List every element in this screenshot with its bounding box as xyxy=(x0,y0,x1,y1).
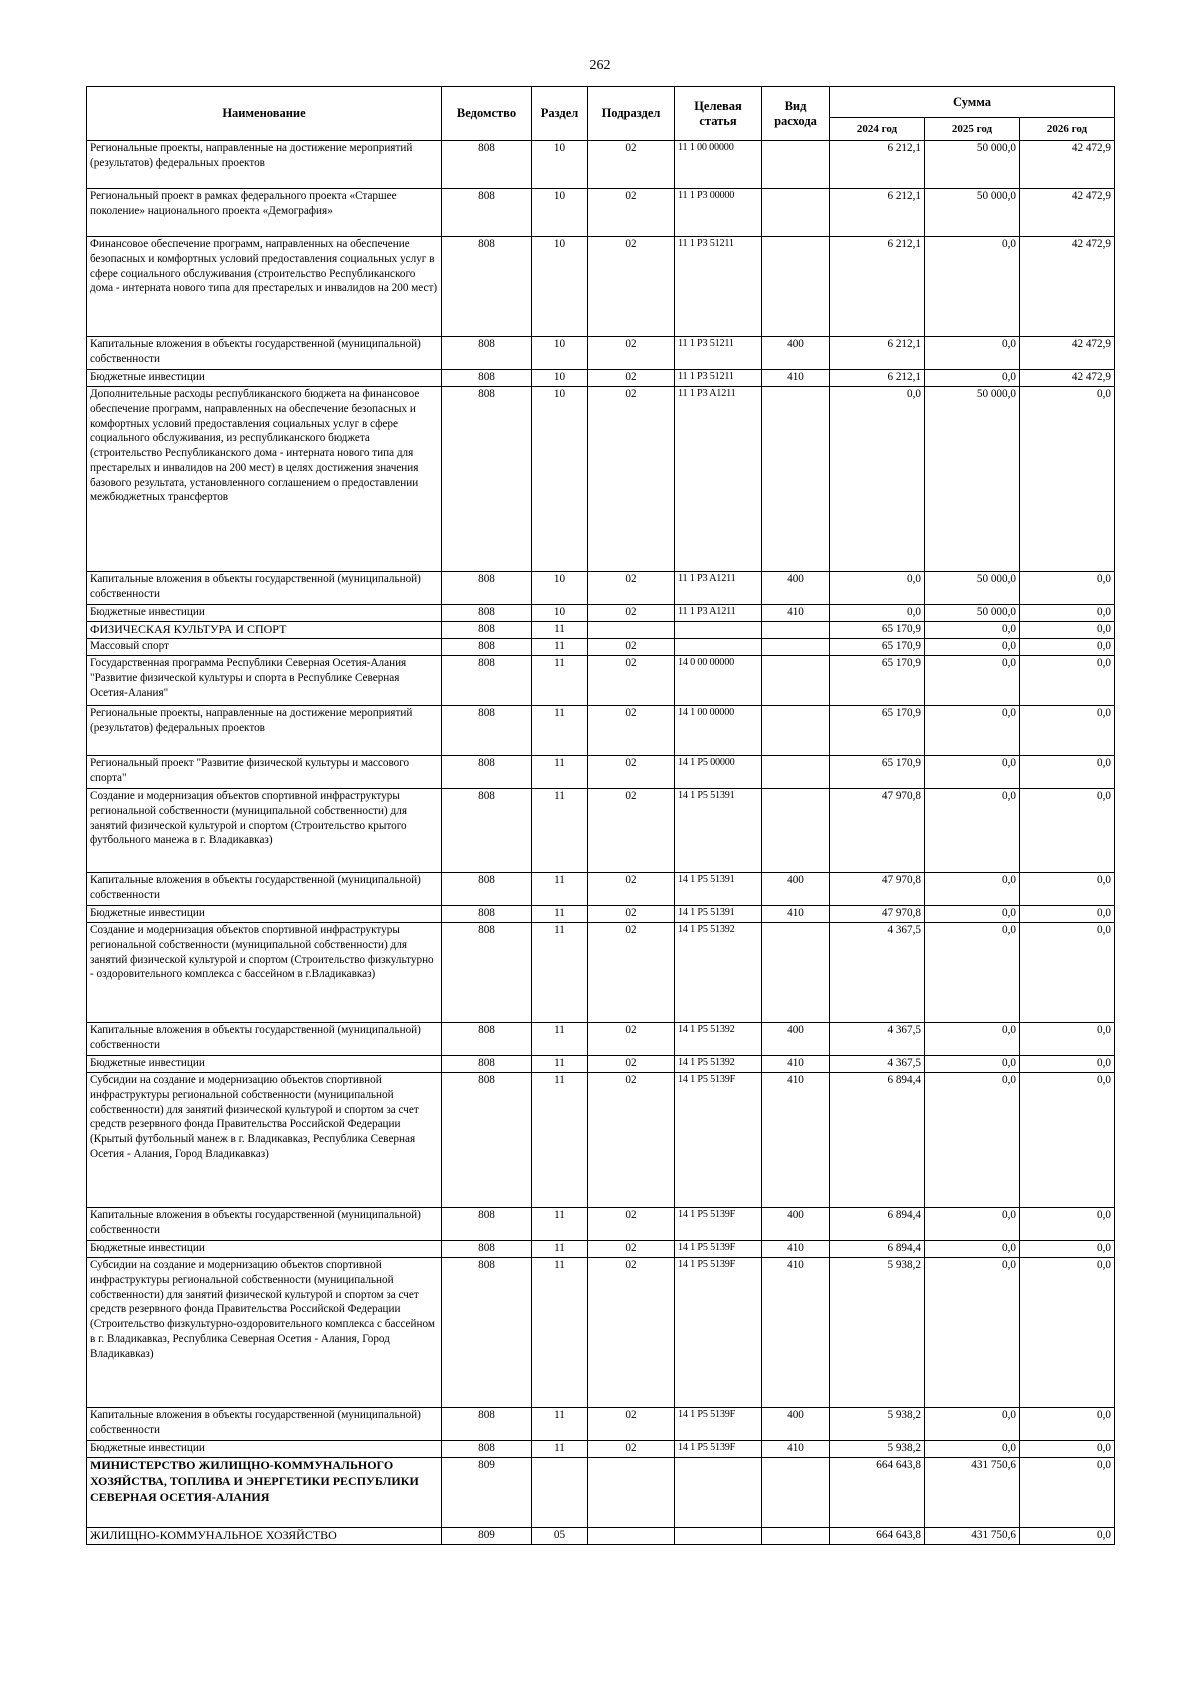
row-target-article xyxy=(675,639,762,656)
table-row xyxy=(87,1441,1115,1458)
row-subsection: 02 xyxy=(588,789,675,873)
table-row xyxy=(87,923,1115,1023)
row-expense-type xyxy=(762,639,830,656)
row-subsection: 02 xyxy=(588,656,675,706)
row-sum-2026: 0,0 xyxy=(1020,387,1115,572)
table-row xyxy=(87,1408,1115,1441)
row-sum-2025: 0,0 xyxy=(925,923,1020,1023)
row-sum-2026: 0,0 xyxy=(1020,639,1115,656)
row-department: 808 xyxy=(442,1208,532,1241)
row-section: 11 xyxy=(532,906,588,923)
header-year-2024: 2024 год xyxy=(830,118,925,141)
header-expense-type: Вид расхода xyxy=(762,87,830,141)
row-department: 808 xyxy=(442,237,532,337)
row-sum-2024: 6 212,1 xyxy=(830,237,925,337)
row-name: Региональный проект "Развитие физической культуры и массового спорта" xyxy=(87,756,442,789)
row-section: 11 xyxy=(532,873,588,906)
row-subsection: 02 xyxy=(588,1073,675,1208)
row-target-article: 11 1 P3 A1211 xyxy=(675,572,762,605)
header-target-article: Целевая статья xyxy=(675,87,762,141)
table-row xyxy=(87,656,1115,706)
row-sum-2025: 0,0 xyxy=(925,706,1020,756)
row-target-article xyxy=(675,622,762,639)
table-row xyxy=(87,756,1115,789)
row-department: 808 xyxy=(442,639,532,656)
row-name: МИНИСТЕРСТВО ЖИЛИЩНО-КОММУНАЛЬНОГО ХОЗЯЙСТВА, ТОПЛИВА И ЭНЕРГЕТИКИ РЕСПУБЛИКИ СЕВЕРНАЯ ОСЕТИЯ-АЛАНИЯ xyxy=(87,1458,442,1528)
table-row xyxy=(87,789,1115,873)
row-section: 10 xyxy=(532,387,588,572)
header-name: Наименование xyxy=(87,87,442,141)
row-sum-2026: 0,0 xyxy=(1020,789,1115,873)
row-sum-2024: 65 170,9 xyxy=(830,756,925,789)
row-sum-2025: 431 750,6 xyxy=(925,1528,1020,1545)
row-name: ЖИЛИЩНО-КОММУНАЛЬНОЕ ХОЗЯЙСТВО xyxy=(87,1528,442,1545)
row-name: Капитальные вложения в объекты государственной (муниципальной) собственности xyxy=(87,1408,442,1441)
row-name: ФИЗИЧЕСКАЯ КУЛЬТУРА И СПОРТ xyxy=(87,622,442,639)
row-department: 808 xyxy=(442,756,532,789)
header-subsection: Подраздел xyxy=(588,87,675,141)
row-expense-type xyxy=(762,189,830,237)
row-target-article: 11 1 P3 A1211 xyxy=(675,605,762,622)
row-subsection: 02 xyxy=(588,572,675,605)
row-sum-2024: 6 212,1 xyxy=(830,141,925,189)
row-department: 809 xyxy=(442,1458,532,1528)
row-section: 11 xyxy=(532,1023,588,1056)
row-expense-type xyxy=(762,1528,830,1545)
row-target-article: 14 1 P5 5139F xyxy=(675,1208,762,1241)
row-sum-2024: 664 643,8 xyxy=(830,1458,925,1528)
row-sum-2026: 0,0 xyxy=(1020,1441,1115,1458)
row-sum-2026: 0,0 xyxy=(1020,1056,1115,1073)
row-section: 11 xyxy=(532,706,588,756)
row-department: 808 xyxy=(442,605,532,622)
row-subsection: 02 xyxy=(588,189,675,237)
row-section: 11 xyxy=(532,656,588,706)
row-expense-type: 400 xyxy=(762,873,830,906)
row-sum-2024: 6 894,4 xyxy=(830,1073,925,1208)
row-target-article: 14 1 P5 51391 xyxy=(675,906,762,923)
row-section: 10 xyxy=(532,189,588,237)
row-name: Региональные проекты, направленные на достижение мероприятий (результатов) федеральных проектов xyxy=(87,141,442,189)
row-department: 808 xyxy=(442,572,532,605)
row-expense-type: 410 xyxy=(762,1441,830,1458)
table-row xyxy=(87,370,1115,387)
row-department: 808 xyxy=(442,370,532,387)
row-sum-2024: 47 970,8 xyxy=(830,873,925,906)
row-expense-type xyxy=(762,387,830,572)
row-target-article: 11 1 P3 51211 xyxy=(675,337,762,370)
row-sum-2025: 0,0 xyxy=(925,1056,1020,1073)
table-row xyxy=(87,337,1115,370)
row-sum-2024: 65 170,9 xyxy=(830,656,925,706)
row-sum-2025: 0,0 xyxy=(925,622,1020,639)
row-sum-2024: 6 894,4 xyxy=(830,1241,925,1258)
row-sum-2024: 5 938,2 xyxy=(830,1408,925,1441)
row-sum-2025: 50 000,0 xyxy=(925,189,1020,237)
row-sum-2025: 0,0 xyxy=(925,1073,1020,1208)
row-target-article: 14 1 P5 51392 xyxy=(675,1023,762,1056)
row-subsection: 02 xyxy=(588,387,675,572)
row-section: 11 xyxy=(532,622,588,639)
row-subsection: 02 xyxy=(588,1023,675,1056)
row-sum-2025: 50 000,0 xyxy=(925,387,1020,572)
row-sum-2025: 0,0 xyxy=(925,370,1020,387)
row-sum-2024: 65 170,9 xyxy=(830,706,925,756)
row-expense-type xyxy=(762,1458,830,1528)
row-name: Создание и модернизация объектов спортивной инфраструктуры региональной собственности (муниципальной собственности) для занятий физической культурой и спортом (Строительство физкультурно - оздоровительного комплекса с бассейном в г.Владикавказ) xyxy=(87,923,442,1023)
row-name: Создание и модернизация объектов спортивной инфраструктуры региональной собственности (муниципальной собственности) для занятий физической культурой и спортом (Строительство крытого футбольного манежа в г. Владикавказ) xyxy=(87,789,442,873)
row-sum-2024: 0,0 xyxy=(830,572,925,605)
row-target-article xyxy=(675,1458,762,1528)
row-expense-type: 410 xyxy=(762,605,830,622)
row-sum-2024: 6 212,1 xyxy=(830,337,925,370)
row-name: Капитальные вложения в объекты государственной (муниципальной) собственности xyxy=(87,572,442,605)
row-section: 10 xyxy=(532,605,588,622)
row-subsection: 02 xyxy=(588,923,675,1023)
row-section: 11 xyxy=(532,1258,588,1408)
row-sum-2024: 664 643,8 xyxy=(830,1528,925,1545)
row-expense-type xyxy=(762,923,830,1023)
row-sum-2025: 0,0 xyxy=(925,656,1020,706)
row-sum-2024: 5 938,2 xyxy=(830,1258,925,1408)
row-section: 11 xyxy=(532,1056,588,1073)
row-section: 11 xyxy=(532,756,588,789)
row-sum-2025: 0,0 xyxy=(925,639,1020,656)
row-sum-2026: 0,0 xyxy=(1020,572,1115,605)
row-target-article xyxy=(675,1528,762,1545)
row-expense-type: 400 xyxy=(762,1023,830,1056)
row-department: 808 xyxy=(442,387,532,572)
row-expense-type xyxy=(762,756,830,789)
row-sum-2025: 431 750,6 xyxy=(925,1458,1020,1528)
row-section xyxy=(532,1458,588,1528)
table-row xyxy=(87,622,1115,639)
row-subsection xyxy=(588,1458,675,1528)
row-sum-2025: 50 000,0 xyxy=(925,605,1020,622)
row-name: Бюджетные инвестиции xyxy=(87,605,442,622)
row-sum-2025: 0,0 xyxy=(925,1208,1020,1241)
row-target-article: 14 1 P5 5139F xyxy=(675,1073,762,1208)
row-sum-2024: 65 170,9 xyxy=(830,639,925,656)
row-sum-2026: 0,0 xyxy=(1020,1241,1115,1258)
row-department: 808 xyxy=(442,923,532,1023)
row-section: 11 xyxy=(532,923,588,1023)
table-row xyxy=(87,1241,1115,1258)
row-sum-2024: 0,0 xyxy=(830,605,925,622)
row-sum-2026: 42 472,9 xyxy=(1020,189,1115,237)
row-subsection: 02 xyxy=(588,906,675,923)
row-sum-2024: 6 212,1 xyxy=(830,189,925,237)
row-department: 808 xyxy=(442,189,532,237)
table-row xyxy=(87,1528,1115,1545)
header-year-2026: 2026 год xyxy=(1020,118,1115,141)
row-section: 11 xyxy=(532,639,588,656)
row-sum-2024: 4 367,5 xyxy=(830,1056,925,1073)
row-section: 10 xyxy=(532,572,588,605)
row-sum-2026: 0,0 xyxy=(1020,706,1115,756)
table-row xyxy=(87,1023,1115,1056)
row-subsection: 02 xyxy=(588,337,675,370)
row-department: 808 xyxy=(442,1023,532,1056)
row-section: 10 xyxy=(532,141,588,189)
row-department: 808 xyxy=(442,873,532,906)
row-name: Капитальные вложения в объекты государственной (муниципальной) собственности xyxy=(87,873,442,906)
table-row xyxy=(87,706,1115,756)
row-name: Массовый спорт xyxy=(87,639,442,656)
row-sum-2026: 0,0 xyxy=(1020,906,1115,923)
row-target-article: 14 1 P5 00000 xyxy=(675,756,762,789)
row-subsection: 02 xyxy=(588,706,675,756)
row-subsection: 02 xyxy=(588,141,675,189)
row-subsection xyxy=(588,622,675,639)
row-sum-2024: 6 212,1 xyxy=(830,370,925,387)
row-sum-2026: 42 472,9 xyxy=(1020,370,1115,387)
row-subsection xyxy=(588,1528,675,1545)
row-sum-2025: 0,0 xyxy=(925,906,1020,923)
row-department: 808 xyxy=(442,1241,532,1258)
row-section: 11 xyxy=(532,1208,588,1241)
row-department: 808 xyxy=(442,906,532,923)
row-sum-2026: 0,0 xyxy=(1020,622,1115,639)
row-name: Бюджетные инвестиции xyxy=(87,1441,442,1458)
row-target-article: 14 1 P5 51391 xyxy=(675,789,762,873)
row-sum-2024: 0,0 xyxy=(830,387,925,572)
row-section: 11 xyxy=(532,1408,588,1441)
row-expense-type: 400 xyxy=(762,1408,830,1441)
row-subsection: 02 xyxy=(588,873,675,906)
header-year-2025: 2025 год xyxy=(925,118,1020,141)
row-expense-type xyxy=(762,141,830,189)
row-sum-2025: 0,0 xyxy=(925,756,1020,789)
header-section: Раздел xyxy=(532,87,588,141)
row-target-article: 11 1 P3 A1211 xyxy=(675,387,762,572)
row-section: 05 xyxy=(532,1528,588,1545)
row-name: Капитальные вложения в объекты государственной (муниципальной) собственности xyxy=(87,337,442,370)
row-target-article: 14 1 00 00000 xyxy=(675,706,762,756)
row-sum-2026: 0,0 xyxy=(1020,873,1115,906)
row-sum-2024: 47 970,8 xyxy=(830,906,925,923)
row-expense-type: 400 xyxy=(762,1208,830,1241)
row-sum-2025: 0,0 xyxy=(925,1441,1020,1458)
row-name: Финансовое обеспечение программ, направленных на обеспечение безопасных и комфортных условий предоставления социальных услуг в сфере социального обслуживания (строительство Республиканского дома - интерната нового типа для престарелых и инвалидов на 200 мест) xyxy=(87,237,442,337)
row-department: 808 xyxy=(442,789,532,873)
row-target-article: 11 1 P3 51211 xyxy=(675,237,762,337)
row-sum-2026: 0,0 xyxy=(1020,1408,1115,1441)
row-department: 808 xyxy=(442,622,532,639)
row-expense-type: 410 xyxy=(762,1056,830,1073)
row-target-article: 14 1 P5 5139F xyxy=(675,1441,762,1458)
row-expense-type: 410 xyxy=(762,1241,830,1258)
row-sum-2026: 42 472,9 xyxy=(1020,337,1115,370)
row-department: 808 xyxy=(442,1073,532,1208)
row-section: 10 xyxy=(532,237,588,337)
row-target-article: 14 0 00 00000 xyxy=(675,656,762,706)
row-sum-2025: 0,0 xyxy=(925,237,1020,337)
row-subsection: 02 xyxy=(588,1258,675,1408)
row-target-article: 11 1 00 00000 xyxy=(675,141,762,189)
row-sum-2026: 0,0 xyxy=(1020,656,1115,706)
table-row xyxy=(87,1056,1115,1073)
table-row xyxy=(87,141,1115,189)
row-name: Капитальные вложения в объекты государственной (муниципальной) собственности xyxy=(87,1208,442,1241)
row-section: 11 xyxy=(532,1441,588,1458)
row-department: 808 xyxy=(442,656,532,706)
row-target-article: 14 1 P5 51391 xyxy=(675,873,762,906)
table-row xyxy=(87,1458,1115,1528)
row-sum-2025: 0,0 xyxy=(925,789,1020,873)
row-sum-2025: 0,0 xyxy=(925,1241,1020,1258)
row-sum-2026: 0,0 xyxy=(1020,923,1115,1023)
row-expense-type xyxy=(762,706,830,756)
table-row xyxy=(87,639,1115,656)
header-sum: Сумма xyxy=(830,87,1115,118)
row-expense-type xyxy=(762,789,830,873)
row-target-article: 11 1 P3 51211 xyxy=(675,370,762,387)
row-section: 11 xyxy=(532,1073,588,1208)
row-sum-2024: 5 938,2 xyxy=(830,1441,925,1458)
row-name: Бюджетные инвестиции xyxy=(87,906,442,923)
row-expense-type: 400 xyxy=(762,572,830,605)
row-expense-type xyxy=(762,622,830,639)
row-sum-2024: 4 367,5 xyxy=(830,1023,925,1056)
row-sum-2025: 0,0 xyxy=(925,1023,1020,1056)
row-section: 11 xyxy=(532,789,588,873)
row-target-article: 14 1 P5 51392 xyxy=(675,1056,762,1073)
row-subsection: 02 xyxy=(588,605,675,622)
row-expense-type: 410 xyxy=(762,1073,830,1208)
row-name: Бюджетные инвестиции xyxy=(87,370,442,387)
row-name: Государственная программа Республики Северная Осетия-Алания "Развитие физической культуры и спорта в Республике Северная Осетия-Алания" xyxy=(87,656,442,706)
row-sum-2026: 0,0 xyxy=(1020,1258,1115,1408)
row-sum-2024: 4 367,5 xyxy=(830,923,925,1023)
row-expense-type xyxy=(762,237,830,337)
row-sum-2026: 0,0 xyxy=(1020,756,1115,789)
row-sum-2024: 47 970,8 xyxy=(830,789,925,873)
row-subsection: 02 xyxy=(588,1208,675,1241)
row-sum-2026: 0,0 xyxy=(1020,1528,1115,1545)
row-sum-2024: 65 170,9 xyxy=(830,622,925,639)
row-sum-2025: 0,0 xyxy=(925,1258,1020,1408)
row-department: 809 xyxy=(442,1528,532,1545)
table-row xyxy=(87,605,1115,622)
row-sum-2026: 42 472,9 xyxy=(1020,141,1115,189)
row-sum-2026: 42 472,9 xyxy=(1020,237,1115,337)
row-sum-2026: 0,0 xyxy=(1020,1073,1115,1208)
row-department: 808 xyxy=(442,706,532,756)
page-number: 262 xyxy=(589,58,611,73)
row-name: Дополнительные расходы республиканского бюджета на финансовое обеспечение программ, направленных на обеспечение безопасных и комфортных условий предоставления социальных услуг в сфере социального обслуживания, из республиканского бюджета (строительство Республиканского дома - интерната нового типа для престарелых и инвалидов на 200 мест) в целях достижения значения базового результата, установленного соглашением о предоставлении межбюджетных трансфертов xyxy=(87,387,442,572)
row-subsection: 02 xyxy=(588,1056,675,1073)
row-name: Субсидии на создание и модернизацию объектов спортивной инфраструктуры региональной собственности (муниципальной собственности) для занятий физической культурой и спортом за счет средств резервного фонда Правительства Российской Федерации (Крытый футбольный манеж в г. Владикавказ, Республика Северная Осетия - Алания, Город Владикавказ) xyxy=(87,1073,442,1208)
row-sum-2026: 0,0 xyxy=(1020,1458,1115,1528)
table-row xyxy=(87,572,1115,605)
row-section: 10 xyxy=(532,337,588,370)
row-subsection: 02 xyxy=(588,639,675,656)
row-sum-2024: 6 894,4 xyxy=(830,1208,925,1241)
table-row xyxy=(87,1073,1115,1208)
row-subsection: 02 xyxy=(588,1441,675,1458)
row-department: 808 xyxy=(442,141,532,189)
table-row xyxy=(87,387,1115,572)
row-sum-2025: 0,0 xyxy=(925,1408,1020,1441)
budget-table xyxy=(86,86,1115,1545)
row-subsection: 02 xyxy=(588,756,675,789)
table-row xyxy=(87,189,1115,237)
row-department: 808 xyxy=(442,337,532,370)
row-sum-2026: 0,0 xyxy=(1020,1023,1115,1056)
row-sum-2025: 0,0 xyxy=(925,873,1020,906)
row-department: 808 xyxy=(442,1441,532,1458)
header-department: Ведомство xyxy=(442,87,532,141)
row-section: 11 xyxy=(532,1241,588,1258)
row-department: 808 xyxy=(442,1408,532,1441)
table-row xyxy=(87,873,1115,906)
row-expense-type: 410 xyxy=(762,370,830,387)
row-department: 808 xyxy=(442,1258,532,1408)
row-sum-2025: 0,0 xyxy=(925,337,1020,370)
row-name: Региональные проекты, направленные на достижение мероприятий (результатов) федеральных проектов xyxy=(87,706,442,756)
row-name: Субсидии на создание и модернизацию объектов спортивной инфраструктуры региональной собственности (муниципальной собственности) для занятий физической культурой и спортом за счет средств резервного фонда Правительства Российской Федерации (Строительство физкультурно-оздоровительного комплекса с бассейном в г. Владикавказ, Республика Северная Осетия - Алания, Город Владикавказ) xyxy=(87,1258,442,1408)
row-subsection: 02 xyxy=(588,237,675,337)
table-row xyxy=(87,906,1115,923)
row-sum-2025: 50 000,0 xyxy=(925,572,1020,605)
table-row xyxy=(87,1258,1115,1408)
row-department: 808 xyxy=(442,1056,532,1073)
row-sum-2026: 0,0 xyxy=(1020,1208,1115,1241)
row-target-article: 14 1 P5 5139F xyxy=(675,1408,762,1441)
table-row xyxy=(87,1208,1115,1241)
row-name: Региональный проект в рамках федерального проекта «Старшее поколение» национального проекта «Демография» xyxy=(87,189,442,237)
row-sum-2026: 0,0 xyxy=(1020,605,1115,622)
row-name: Бюджетные инвестиции xyxy=(87,1056,442,1073)
row-name: Капитальные вложения в объекты государственной (муниципальной) собственности xyxy=(87,1023,442,1056)
row-expense-type xyxy=(762,656,830,706)
row-subsection: 02 xyxy=(588,1241,675,1258)
budget-table-body xyxy=(87,141,1115,1545)
row-name: Бюджетные инвестиции xyxy=(87,1241,442,1258)
row-subsection: 02 xyxy=(588,1408,675,1441)
table-row xyxy=(87,237,1115,337)
row-target-article: 14 1 P5 5139F xyxy=(675,1258,762,1408)
row-sum-2025: 50 000,0 xyxy=(925,141,1020,189)
row-subsection: 02 xyxy=(588,370,675,387)
row-target-article: 14 1 P5 5139F xyxy=(675,1241,762,1258)
row-expense-type: 410 xyxy=(762,1258,830,1408)
row-target-article: 11 1 P3 00000 xyxy=(675,189,762,237)
row-expense-type: 410 xyxy=(762,906,830,923)
row-expense-type: 400 xyxy=(762,337,830,370)
row-target-article: 14 1 P5 51392 xyxy=(675,923,762,1023)
row-section: 10 xyxy=(532,370,588,387)
